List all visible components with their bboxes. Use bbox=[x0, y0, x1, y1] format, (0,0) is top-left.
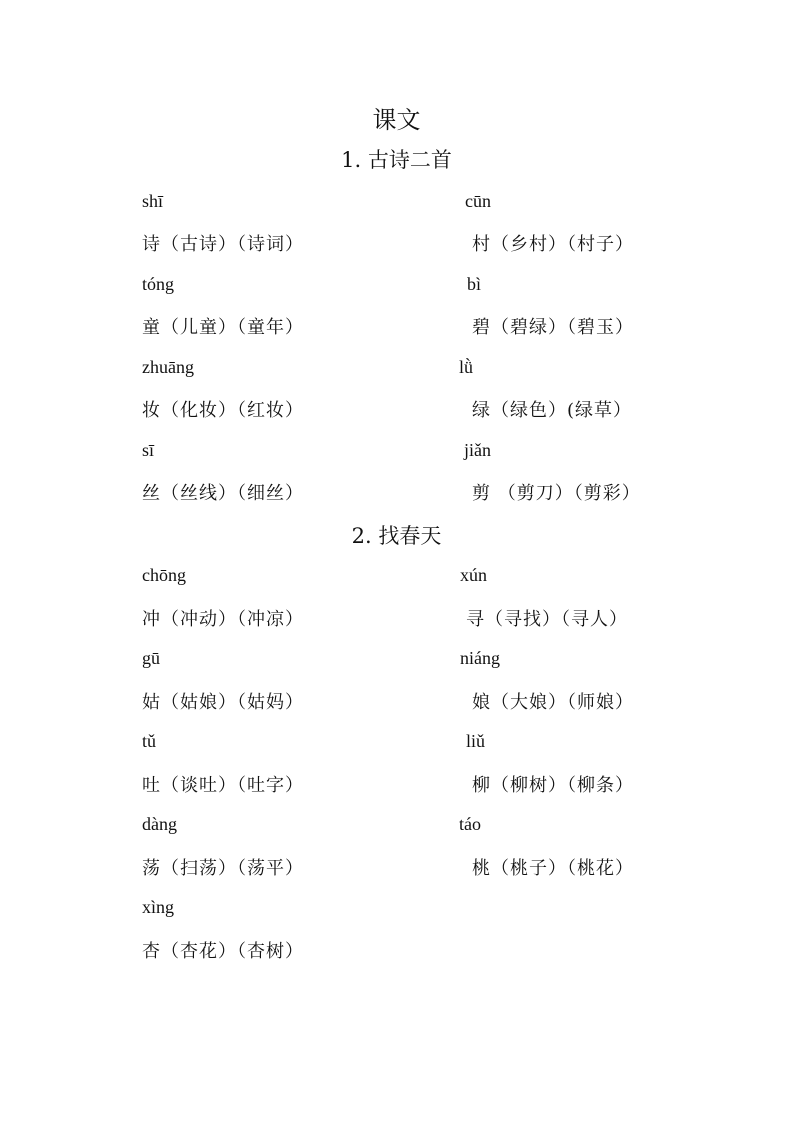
words-xing: 杏（杏花）（杏树） bbox=[142, 941, 304, 962]
words-bi: 碧（碧绿）（碧玉） bbox=[472, 317, 634, 338]
pinyin-tao: táo bbox=[459, 814, 481, 834]
pinyin-liu: liǔ bbox=[466, 731, 486, 751]
pinyin-lv: lǜ bbox=[459, 357, 474, 377]
words-lv: 绿（绿色）(绿草） bbox=[472, 400, 633, 421]
pinyin-tu: tǔ bbox=[142, 731, 157, 751]
page-title: 课文 bbox=[372, 106, 421, 134]
words-xun: 寻（寻找）（寻人） bbox=[466, 609, 628, 630]
words-chong: 冲（冲动）（冲凉） bbox=[142, 609, 304, 630]
pinyin-tong: tóng bbox=[142, 274, 175, 294]
pinyin-jian: jiǎn bbox=[464, 440, 491, 460]
pinyin-bi: bì bbox=[467, 274, 482, 294]
words-jian: 剪 （剪刀）（剪彩） bbox=[472, 483, 641, 504]
pinyin-chong: chōng bbox=[142, 565, 186, 585]
lesson-2-title: 2. 找春天 bbox=[351, 524, 442, 548]
words-dang: 荡（扫荡）（荡平） bbox=[142, 858, 304, 879]
words-zhuang: 妆（化妆）（红妆） bbox=[142, 400, 304, 421]
words-tu: 吐（谈吐）（吐字） bbox=[142, 775, 304, 796]
lesson-1-title: 1. 古诗二首 bbox=[341, 148, 452, 172]
pinyin-gu: gū bbox=[142, 648, 160, 668]
words-liu: 柳（柳树）（柳条） bbox=[472, 775, 634, 796]
pinyin-shi: shī bbox=[142, 191, 164, 211]
words-gu: 姑（姑娘）（姑妈） bbox=[142, 692, 304, 713]
pinyin-cun: cūn bbox=[465, 191, 491, 211]
pinyin-niang: niáng bbox=[460, 648, 500, 668]
pinyin-si: sī bbox=[142, 440, 155, 460]
words-tao: 桃（桃子）（桃花） bbox=[472, 858, 634, 879]
words-shi: 诗（古诗）（诗词） bbox=[142, 234, 304, 255]
pinyin-dang: dàng bbox=[142, 814, 177, 834]
pinyin-xing: xìng bbox=[142, 897, 175, 917]
words-cun: 村（乡村）（村子） bbox=[472, 234, 634, 255]
words-si: 丝（丝线）（细丝） bbox=[142, 483, 304, 504]
words-tong: 童（儿童）（童年） bbox=[142, 317, 304, 338]
pinyin-xun: xún bbox=[460, 565, 487, 585]
words-niang: 娘（大娘）（师娘） bbox=[472, 692, 634, 713]
pinyin-zhuang: zhuāng bbox=[142, 357, 194, 377]
